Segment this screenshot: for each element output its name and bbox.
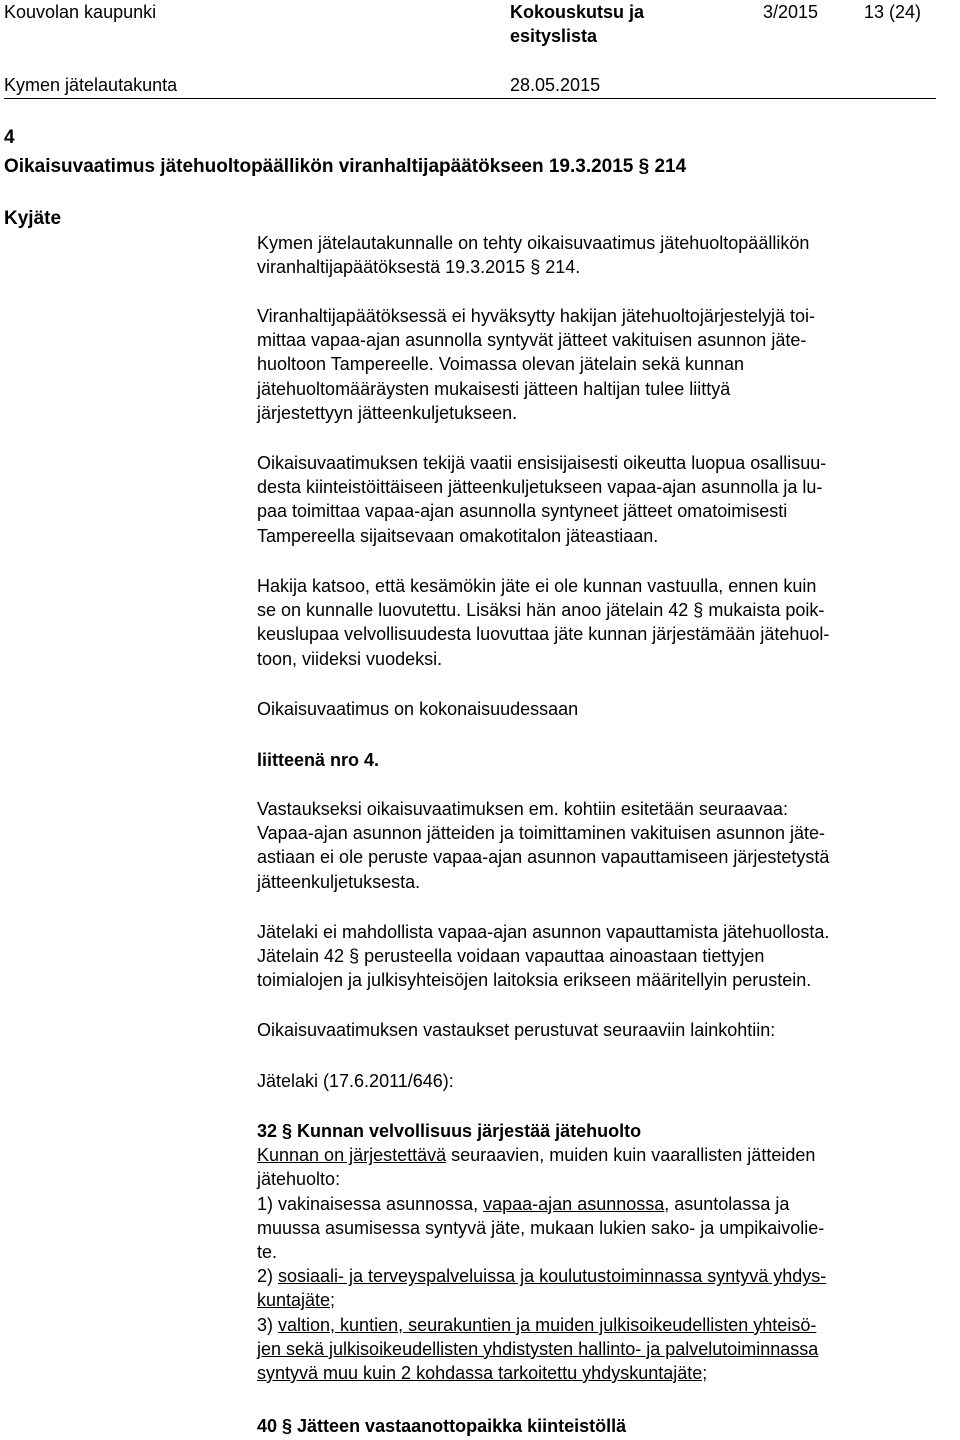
text-line: viranhaltijapäätöksestä 19.3.2015 § 214. [257,257,581,278]
underlined-text: Kunnan on järjestettävä [257,1145,447,1166]
text-line: jätehuoltomääräysten mukaisesti jätteen haltijan tulee liittyä [257,378,731,399]
underlined-text: vapaa-ajan asunnossa [483,1193,665,1214]
item-number: 4 [4,127,15,148]
text-line: toon, viideksi vuodeksi. [257,648,443,669]
underlined-text: jen sekä julkisoikeudellisten yhdistysten hallinto- ja palvelutoiminnassa [257,1338,819,1359]
document-type-line2: esityslista [510,26,598,46]
text-line: astiaan ei ole peruste vapaa-ajan asunnon vapauttamiseen järjestetystä [257,847,830,868]
paragraph-4 [257,574,947,671]
law-section-40 [257,1414,947,1438]
underlined-text: syntyvä muu kuin 2 kohdassa tarkoitettu yhdyskuntajäte; [257,1363,708,1384]
text-line: Hakija katsoo, että kesämökin jäte ei ole kunnan vastuulla, ennen kuin [257,576,817,596]
text-line: paa toimittaa vapaa-ajan asunnolla syntyneet jätteet omatoimisesti [257,501,788,522]
paragraph-1 [257,231,947,279]
text-line: Tampereella sijaitsevaan omakotitalon jäteastiaan. [257,525,659,546]
law-section-32 [257,1119,947,1385]
text-line: järjestettyyn jätteenkuljetukseen. [257,402,518,423]
text-span: , asuntolassa ja [664,1193,790,1214]
text-line: toimialojen ja julkisyhteisöjen laitoksia erikseen määritellyin perustein. [257,970,812,991]
paragraph-3 [257,451,947,548]
text-line: jätehuolto: [257,1169,341,1190]
list-item-1 [257,1192,947,1216]
board-name: Kymen jätelautakunta [4,75,178,95]
text-line [257,1361,947,1385]
meeting-date: 28.05.2015 [510,75,601,95]
text-line: te. [257,1242,278,1263]
text-line: desta kiinteistöittäiseen jätteenkuljetukseen vapaa-ajan asunnolla ja lu- [257,477,823,498]
section-label: Kyjäte [4,208,62,229]
list-item-2 [257,1264,947,1288]
text-line: Oikaisuvaatimuksen vastaukset perustuvat seuraaviin lainkohtiin: [257,1020,776,1040]
text-line: Jätelaki ei mahdollista vapaa-ajan asunnon vapauttamista jätehuollosta. [257,922,830,942]
text-span: seuraavien, muiden kuin vaarallisten jätteiden [446,1145,816,1166]
text-line: Jätelain 42 § perusteella voidaan vapauttaa ainoastaan tiettyjen [257,946,765,967]
attachment-reference [257,748,947,772]
text-line: keuslupaa velvollisuudesta luovuttaa jäte kunnan järjestämään jätehuol- [257,624,830,645]
text-line: mittaa vapaa-ajan asunnolla syntyvät jätteet vakituisen asunnon jäte- [257,330,807,351]
meeting-number: 3/2015 [763,2,819,22]
underlined-text: valtion, kuntien, seurakuntien ja muiden julkisoikeudellisten yhteisö- [278,1314,817,1335]
document-type-line1: Kokouskutsu ja [510,2,645,22]
text-line: Jätelaki (17.6.2011/646): [257,1071,454,1091]
text-line: jätteenkuljetuksesta. [257,871,421,892]
underlined-text: kuntajäte; [257,1290,336,1311]
text-span: 2) [257,1266,279,1287]
text-line [257,1143,947,1167]
text-line: Oikaisuvaatimus on kokonaisuudessaan [257,699,579,719]
paragraph-9 [257,1018,947,1042]
paragraph-8 [257,920,947,993]
header-divider [4,98,936,99]
text-span: 3) [257,1314,279,1335]
paragraph-2 [257,304,947,425]
item-title: Oikaisuvaatimus jätehuoltopäällikön viranhaltijapäätökseen 19.3.2015 § 214 [4,156,687,177]
paragraph-10 [257,1069,947,1093]
paragraph-5 [257,697,947,721]
text-line [257,1288,947,1312]
law-section-40-heading: 40 § Jätteen vastaanottopaikka kiinteistöllä [257,1416,627,1436]
text-line: Viranhaltijapäätöksessä ei hyväksytty hakijan jätehuoltojärjestelyjä toi- [257,306,815,326]
text-line: Vapaa-ajan asunnon jätteiden ja toimittaminen vakituisen asunnon jäte- [257,823,826,844]
paragraph-7 [257,797,947,894]
text-line: muussa asumisessa syntyvä jäte, mukaan lukien sako- ja umpikaivolie- [257,1217,825,1238]
text-span: 1) vakinaisessa asunnossa, [257,1193,484,1214]
text-line: Kymen jätelautakunnalle on tehty oikaisuvaatimus jätehuoltopäällikön [257,233,810,253]
text-line: Vastaukseksi oikaisuvaatimuksen em. kohtiin esitetään seuraavaa: [257,799,788,819]
text-line: liitteenä nro 4. [257,750,380,770]
text-line [257,1337,947,1361]
organization-name: Kouvolan kaupunki [4,2,157,22]
text-line: huoltoon Tampereelle. Voimassa olevan jätelain sekä kunnan [257,354,744,375]
underlined-text: sosiaali- ja terveyspalveluissa ja koulutustoiminnassa syntyvä yhdys- [278,1266,827,1287]
text-line: Oikaisuvaatimuksen tekijä vaatii ensisijaisesti oikeutta luopua osallisuu- [257,453,827,473]
page-number: 13 (24) [864,2,922,22]
text-line: se on kunnalle luovutettu. Lisäksi hän anoo jätelain 42 § mukaista poik- [257,600,825,621]
law-section-32-heading: 32 § Kunnan velvollisuus järjestää jätehuolto [257,1121,642,1141]
list-item-3 [257,1313,947,1337]
